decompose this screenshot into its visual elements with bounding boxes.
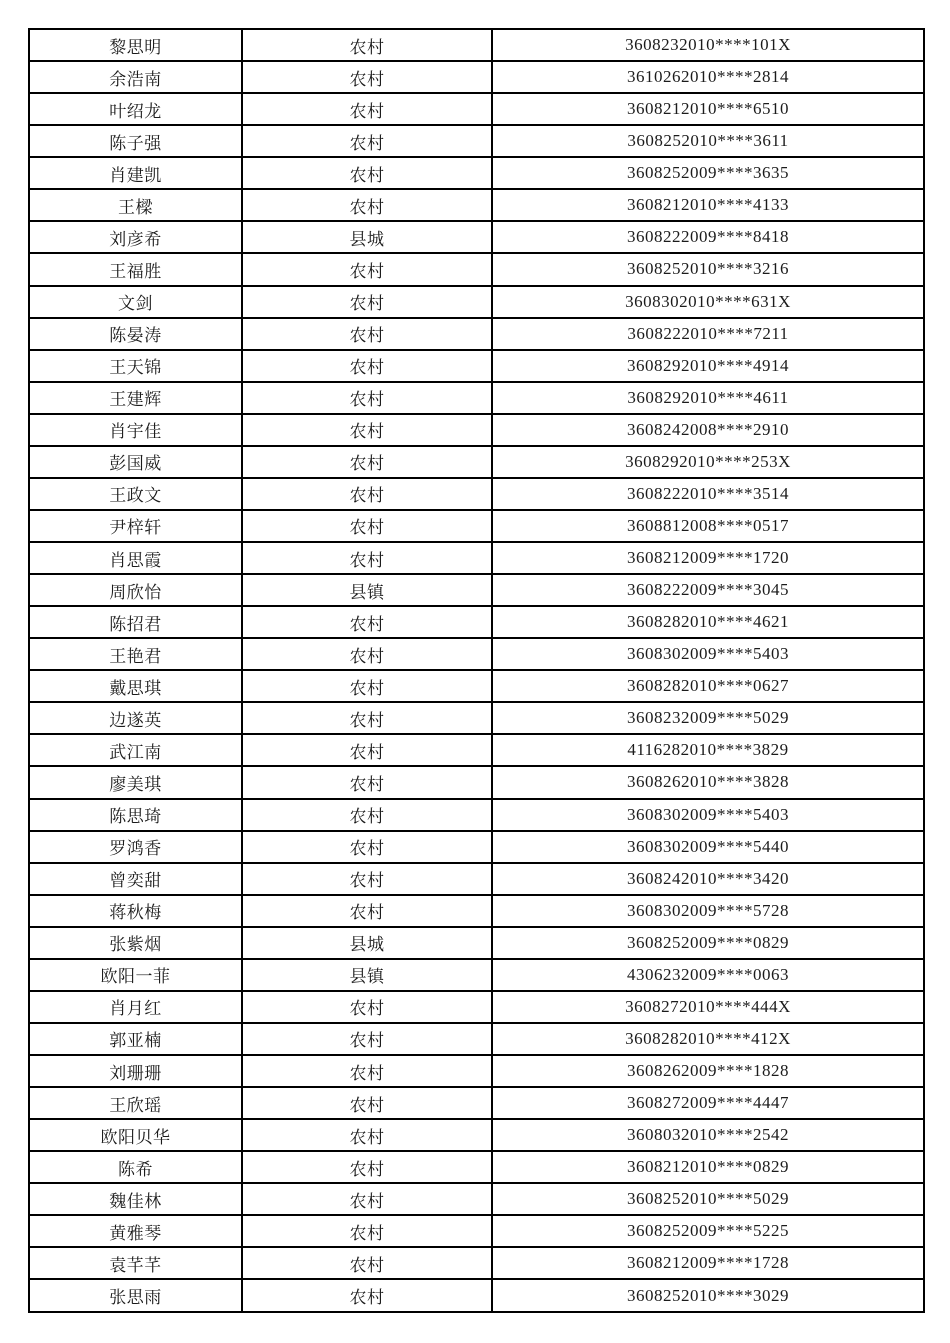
table-row [29,414,924,446]
residence-cell: 农村 [242,766,492,798]
id-number-cell: 3608252009****3635 [492,157,924,189]
residence-cell: 农村 [242,1023,492,1055]
residence-cell: 农村 [242,1247,492,1279]
name-cell: 廖美琪 [29,766,242,798]
name-cell: 叶绍龙 [29,93,242,125]
table-row [29,318,924,350]
table-row [29,189,924,221]
name-cell: 肖宇佳 [29,414,242,446]
residence-cell: 农村 [242,93,492,125]
name-cell: 边遂英 [29,702,242,734]
id-number-cell: 3608282010****0627 [492,670,924,702]
table-row [29,221,924,253]
name-cell: 陈思琦 [29,799,242,831]
id-number-cell: 3608212009****1728 [492,1247,924,1279]
residence-cell: 农村 [242,991,492,1023]
table-row [29,1183,924,1215]
name-cell: 郭亚楠 [29,1023,242,1055]
id-number-cell: 3608302009****5403 [492,799,924,831]
id-number-cell: 3610262010****2814 [492,61,924,93]
name-cell: 王福胜 [29,253,242,285]
id-number-cell: 3608232010****101X [492,29,924,61]
table-row [29,478,924,510]
id-number-cell: 3608032010****2542 [492,1119,924,1151]
name-cell: 王樑 [29,189,242,221]
id-number-cell: 3608272009****4447 [492,1087,924,1119]
id-number-cell: 3608252009****5225 [492,1215,924,1247]
name-cell: 罗鸿香 [29,831,242,863]
name-cell: 戴思琪 [29,670,242,702]
id-number-cell: 3608252009****0829 [492,927,924,959]
table-row [29,253,924,285]
residence-cell: 农村 [242,606,492,638]
residence-cell: 农村 [242,734,492,766]
table-row [29,895,924,927]
name-cell: 肖月红 [29,991,242,1023]
residence-cell: 县镇 [242,959,492,991]
student-roster-body [29,29,924,1312]
residence-cell: 农村 [242,157,492,189]
id-number-cell: 3608232009****5029 [492,702,924,734]
residence-cell: 农村 [242,414,492,446]
id-number-cell: 3608252010****3216 [492,253,924,285]
id-number-cell: 3608812008****0517 [492,510,924,542]
table-row [29,734,924,766]
table-row [29,1151,924,1183]
name-cell: 尹梓轩 [29,510,242,542]
residence-cell: 农村 [242,895,492,927]
name-cell: 周欣怡 [29,574,242,606]
residence-cell: 农村 [242,253,492,285]
residence-cell: 农村 [242,1151,492,1183]
residence-cell: 农村 [242,189,492,221]
table-row [29,510,924,542]
residence-cell: 农村 [242,318,492,350]
id-number-cell: 3608302009****5403 [492,638,924,670]
table-row [29,1023,924,1055]
name-cell: 陈希 [29,1151,242,1183]
name-cell: 武江南 [29,734,242,766]
id-number-cell: 3608222010****7211 [492,318,924,350]
name-cell: 刘珊珊 [29,1055,242,1087]
id-number-cell: 3608272010****444X [492,991,924,1023]
table-row [29,991,924,1023]
table-row [29,638,924,670]
residence-cell: 农村 [242,1087,492,1119]
residence-cell: 农村 [242,863,492,895]
id-number-cell: 4306232009****0063 [492,959,924,991]
table-row [29,799,924,831]
table-row [29,1279,924,1312]
table-row [29,350,924,382]
residence-cell: 农村 [242,350,492,382]
table-row [29,1247,924,1279]
name-cell: 张紫烟 [29,927,242,959]
name-cell: 王艳君 [29,638,242,670]
id-number-cell: 3608282010****412X [492,1023,924,1055]
table-row [29,927,924,959]
id-number-cell: 3608222009****8418 [492,221,924,253]
id-number-cell: 3608262010****3828 [492,766,924,798]
residence-cell: 县城 [242,221,492,253]
table-row [29,125,924,157]
residence-cell: 农村 [242,831,492,863]
name-cell: 蒋秋梅 [29,895,242,927]
residence-cell: 农村 [242,638,492,670]
id-number-cell: 3608292010****4611 [492,382,924,414]
residence-cell: 县城 [242,927,492,959]
name-cell: 王欣瑶 [29,1087,242,1119]
student-roster-table [28,28,925,1313]
id-number-cell: 3608292010****4914 [492,350,924,382]
id-number-cell: 3608222009****3045 [492,574,924,606]
residence-cell: 农村 [242,478,492,510]
name-cell: 欧阳一菲 [29,959,242,991]
table-row [29,286,924,318]
residence-cell: 农村 [242,799,492,831]
id-number-cell: 3608302009****5440 [492,831,924,863]
residence-cell: 农村 [242,125,492,157]
id-number-cell: 3608302010****631X [492,286,924,318]
residence-cell: 农村 [242,510,492,542]
residence-cell: 农村 [242,1215,492,1247]
name-cell: 陈招君 [29,606,242,638]
table-row [29,157,924,189]
residence-cell: 农村 [242,382,492,414]
table-row [29,863,924,895]
id-number-cell: 3608212010****4133 [492,189,924,221]
table-row [29,93,924,125]
id-number-cell: 3608242010****3420 [492,863,924,895]
name-cell: 王天锦 [29,350,242,382]
name-cell: 王建辉 [29,382,242,414]
table-row [29,542,924,574]
residence-cell: 农村 [242,1119,492,1151]
table-row [29,702,924,734]
table-row [29,446,924,478]
name-cell: 肖思霞 [29,542,242,574]
name-cell: 刘彦希 [29,221,242,253]
residence-cell: 农村 [242,61,492,93]
table-row [29,574,924,606]
name-cell: 欧阳贝华 [29,1119,242,1151]
residence-cell: 农村 [242,286,492,318]
table-row [29,382,924,414]
residence-cell: 农村 [242,1055,492,1087]
id-number-cell: 3608252010****3611 [492,125,924,157]
id-number-cell: 3608262009****1828 [492,1055,924,1087]
table-row [29,831,924,863]
residence-cell: 农村 [242,29,492,61]
id-number-cell: 3608212009****1720 [492,542,924,574]
residence-cell: 农村 [242,1183,492,1215]
table-row [29,1055,924,1087]
name-cell: 袁芊芊 [29,1247,242,1279]
name-cell: 余浩南 [29,61,242,93]
name-cell: 文剑 [29,286,242,318]
residence-cell: 农村 [242,446,492,478]
id-number-cell: 3608242008****2910 [492,414,924,446]
id-number-cell: 3608212010****0829 [492,1151,924,1183]
residence-cell: 农村 [242,542,492,574]
residence-cell: 县镇 [242,574,492,606]
name-cell: 陈晏涛 [29,318,242,350]
table-row [29,766,924,798]
name-cell: 彭国威 [29,446,242,478]
name-cell: 陈子强 [29,125,242,157]
table-row [29,959,924,991]
id-number-cell: 3608282010****4621 [492,606,924,638]
id-number-cell: 3608252010****3029 [492,1279,924,1312]
table-row [29,1087,924,1119]
id-number-cell: 3608222010****3514 [492,478,924,510]
id-number-cell: 3608252010****5029 [492,1183,924,1215]
table-row [29,670,924,702]
name-cell: 黎思明 [29,29,242,61]
residence-cell: 农村 [242,1279,492,1312]
table-row [29,1119,924,1151]
table-row [29,29,924,61]
name-cell: 王政文 [29,478,242,510]
name-cell: 肖建凯 [29,157,242,189]
residence-cell: 农村 [242,670,492,702]
residence-cell: 农村 [242,702,492,734]
table-row [29,1215,924,1247]
id-number-cell: 3608212010****6510 [492,93,924,125]
id-number-cell: 4116282010****3829 [492,734,924,766]
name-cell: 曾奕甜 [29,863,242,895]
id-number-cell: 3608292010****253X [492,446,924,478]
table-row [29,61,924,93]
table-row [29,606,924,638]
id-number-cell: 3608302009****5728 [492,895,924,927]
name-cell: 魏佳林 [29,1183,242,1215]
name-cell: 张思雨 [29,1279,242,1312]
name-cell: 黄雅琴 [29,1215,242,1247]
